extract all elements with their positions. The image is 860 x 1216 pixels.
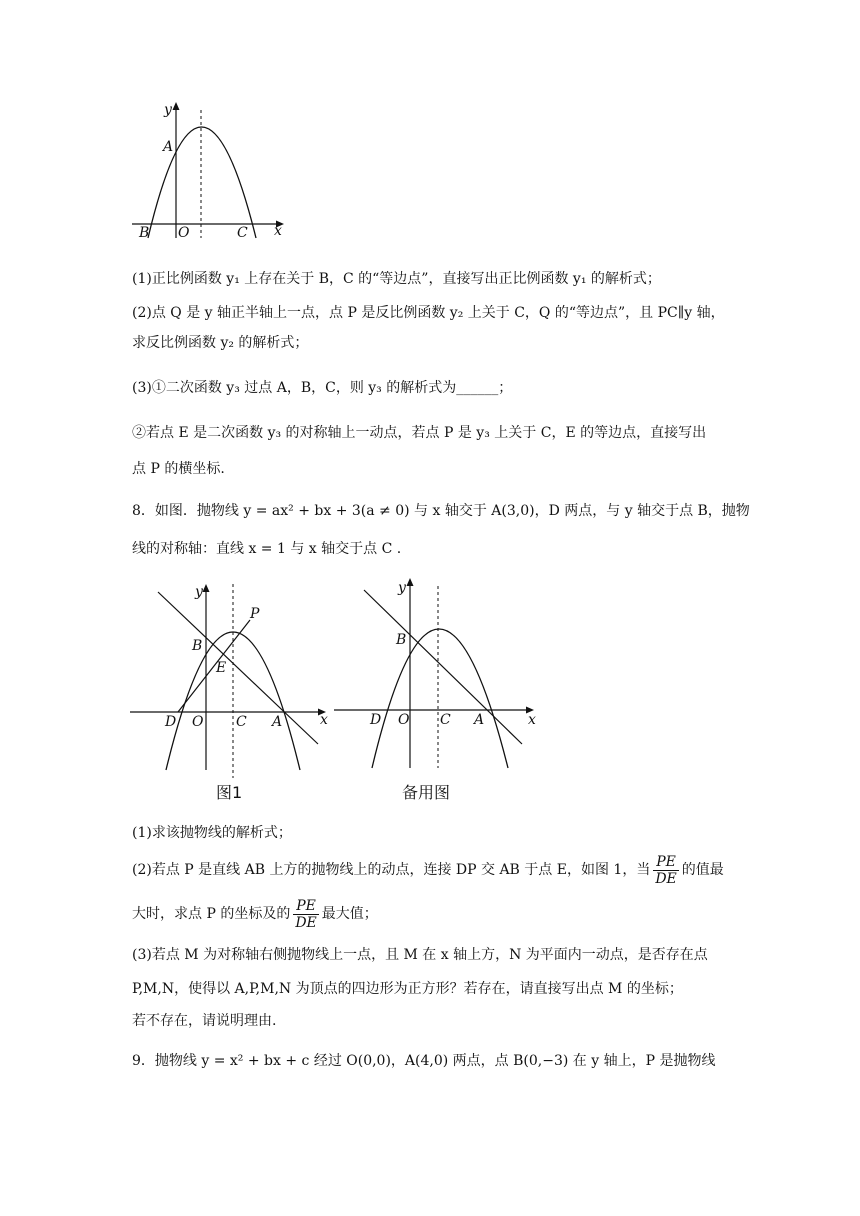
q8-part3-line1: (3)若点 M 为对称轴右侧抛物线上一点，且 M 在 x 轴上方，N 为平面内一动点，是否存在点 [132, 947, 708, 963]
q7-part3-1: (3)①二次函数 y₃ 过点 A，B，C，则 y₃ 的解析式为______； [132, 380, 513, 396]
q8-figure-1 [128, 578, 338, 808]
label-A: A [272, 714, 283, 730]
q8-part2-c: 大时，求点 P 的坐标及的 [132, 906, 291, 922]
label-y: y [195, 584, 203, 600]
q7-part3-2-line2: 点 P 的横坐标. [132, 461, 225, 477]
label-B: B [139, 225, 150, 241]
q8-stem-line2: 线的对称轴：直线 x = 1 与 x 轴交于点 C . [132, 541, 402, 557]
q8-part2-line1 [132, 852, 732, 888]
fig1-caption: 图1 [216, 783, 243, 802]
q7-part1: (1)正比例函数 y₁ 上存在关于 B，C 的“等边点”，直接写出正比例函数 y₁ 的解析式； [132, 271, 661, 287]
q8-part3-line2: P,M,N，使得以 A,P,M,N 为顶点的四边形为正方形？若存在，请直接写出点 M 的坐标； [132, 981, 683, 997]
fraction-denominator: DE [295, 914, 317, 931]
label-x: x [528, 712, 536, 728]
label-B: B [192, 638, 203, 654]
fig2-caption: 备用图 [402, 783, 451, 802]
q9-stem: 9．抛物线 y = x² + bx + c 经过 O(0,0)，A(4,0) 两点，点 B(0,−3) 在 y 轴上，P 是抛物线 [132, 1053, 716, 1069]
label-O: O [192, 714, 204, 730]
q7-part3-2-line1: ②若点 E 是二次函数 y₃ 的对称轴上一动点，若点 P 是 y₃ 上关于 C，E 的等边点，直接写出 [132, 425, 707, 441]
label-P: P [250, 606, 260, 622]
q8-part2-a: (2)若点 P 是直线 AB 上方的抛物线上的动点，连接 DP 交 AB 于点 E，如图 1，当 [132, 862, 651, 878]
q7-part2-line1: (2)点 Q 是 y 轴正半轴上一点，点 P 是反比例函数 y₂ 上关于 C，Q 的“等边点”，且 PC∥y 轴， [132, 305, 725, 321]
label-C: C [237, 225, 248, 241]
label-O: O [398, 712, 410, 728]
q8-figure-backup [330, 572, 550, 808]
fraction-numerator: PE [293, 898, 318, 915]
label-A: A [163, 139, 174, 155]
label-C: C [236, 714, 247, 730]
fraction-numerator: PE [653, 854, 678, 871]
label-D: D [165, 714, 177, 730]
top-parabola-figure [128, 96, 288, 242]
fraction-pe-de-2 [293, 898, 318, 931]
q8-part3-line3: 若不存在，请说明理由. [132, 1013, 277, 1029]
q8-part2-d: 最大值； [321, 906, 378, 922]
label-C: C [440, 712, 451, 728]
fraction-denominator: DE [655, 870, 677, 887]
label-y: y [398, 580, 406, 596]
y-axis-arrow [203, 584, 210, 592]
line-DP [178, 620, 250, 712]
label-D: D [370, 712, 382, 728]
label-y: y [164, 102, 172, 118]
q7-part2-line2: 求反比例函数 y₂ 的解析式； [132, 335, 309, 351]
label-O: O [178, 225, 190, 241]
y-axis-arrow [173, 102, 180, 110]
q8-part2-b: 的值最 [681, 862, 724, 878]
q8-stem-line1: 8．如图．抛物线 y = ax² + bx + 3(a ≠ 0) 与 x 轴交于 A(3,0)，D 两点，与 y 轴交于点 B，抛物 [132, 503, 750, 519]
fraction-pe-de [653, 854, 678, 887]
label-A: A [474, 712, 485, 728]
label-E: E [216, 660, 227, 676]
label-x: x [274, 223, 282, 239]
parabola-curve [372, 629, 508, 768]
y-axis-arrow [407, 578, 414, 586]
q8-part1: (1)求该抛物线的解析式； [132, 825, 292, 841]
q8-part2-line2 [132, 896, 732, 932]
label-B: B [396, 632, 407, 648]
label-x: x [320, 712, 328, 728]
